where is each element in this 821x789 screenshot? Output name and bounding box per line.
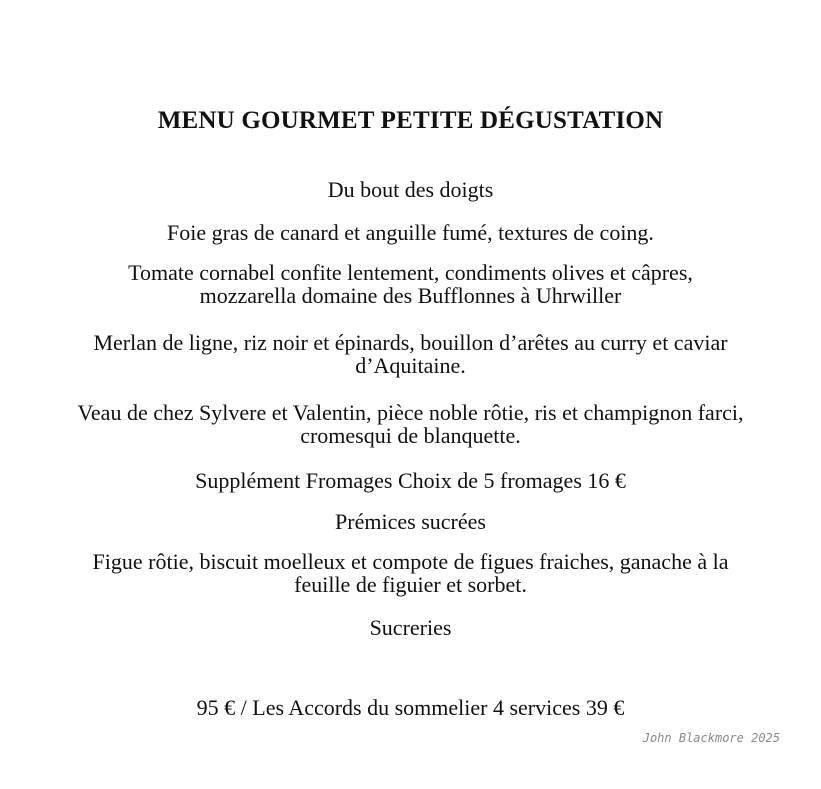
course-amuse-bouche: Du bout des doigts	[327, 177, 494, 202]
course-merlan-line-1: Merlan de ligne, riz noir et épinards, bouillon d’arêtes au curry et caviar	[93, 330, 728, 355]
signature: John Blackmore 2025	[642, 731, 780, 745]
course-tomate-line-2: mozzarella domaine des Bufflonnes à Uhrwiller	[199, 283, 622, 308]
course-sucreries: Sucreries	[369, 615, 452, 640]
course-merlan-line-2: d’Aquitaine.	[355, 353, 466, 378]
course-fromages: Supplément Fromages Choix de 5 fromages 16 €	[195, 468, 626, 493]
menu-title: MENU GOURMET PETITE DÉGUSTATION	[157, 107, 664, 134]
price-line: 95 € / Les Accords du sommelier 4 services 39 €	[196, 695, 625, 720]
course-figue-line-2: feuille de figuier et sorbet.	[294, 572, 527, 597]
course-tomate-line-1: Tomate cornabel confite lentement, condiments olives et câpres,	[128, 260, 693, 285]
course-figue-line-1: Figue rôtie, biscuit moelleux et compote de figues fraiches, ganache à la	[92, 549, 729, 574]
course-veau-line-2: cromesqui de blanquette.	[300, 423, 521, 448]
course-veau-line-1: Veau de chez Sylvere et Valentin, pièce noble rôtie, ris et champignon farci,	[77, 400, 744, 425]
course-premices: Prémices sucrées	[335, 509, 486, 534]
course-foie-gras: Foie gras de canard et anguille fumé, textures de coing.	[167, 220, 654, 245]
